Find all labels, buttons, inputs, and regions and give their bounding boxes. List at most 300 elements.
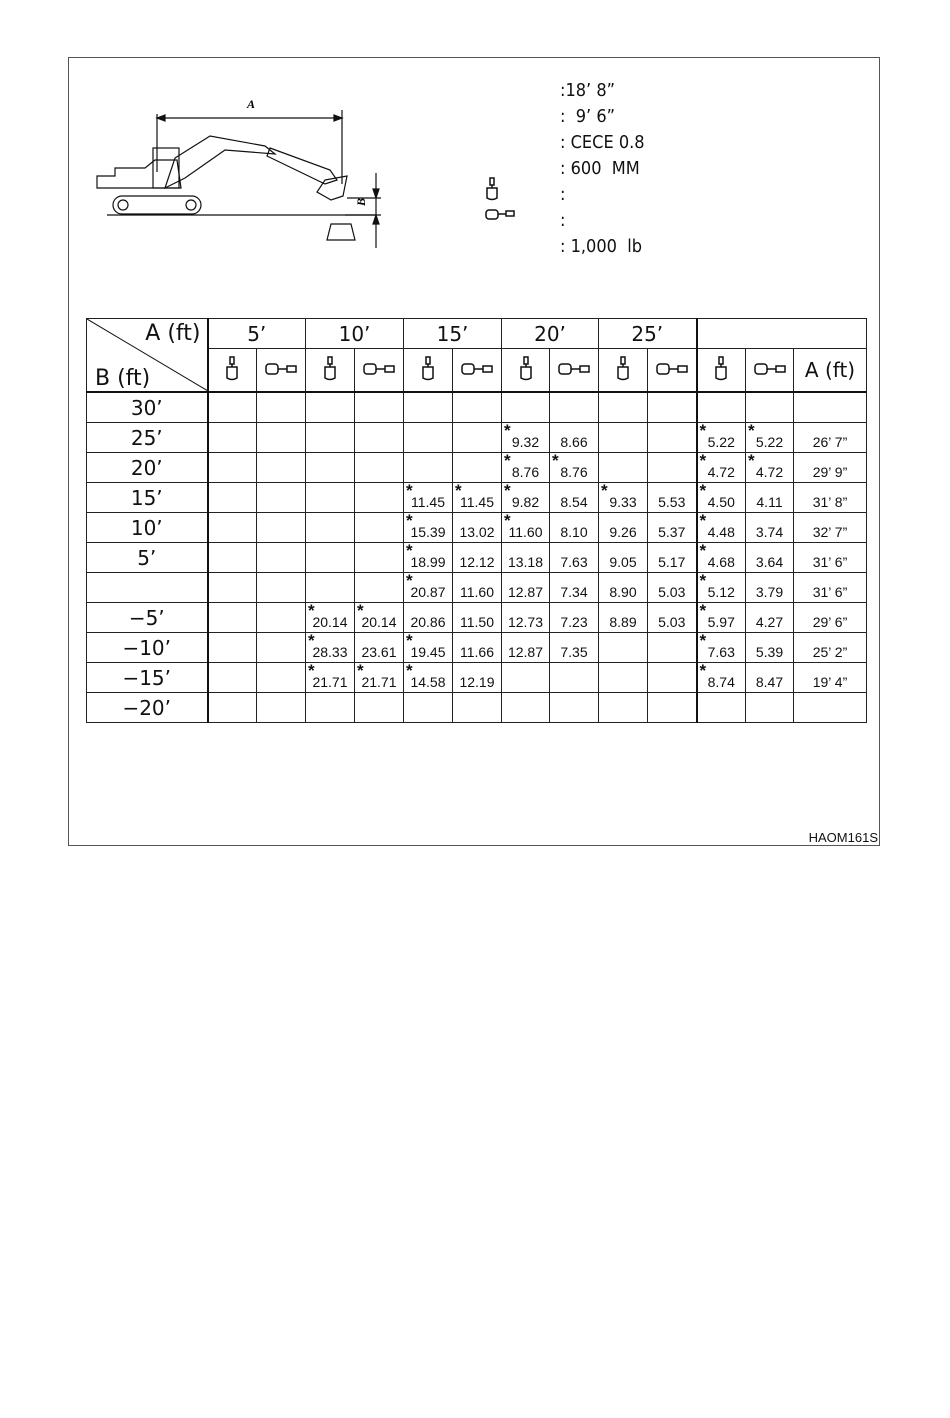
height-label: −20’ xyxy=(87,693,208,723)
capacity-cell xyxy=(355,543,404,573)
capacity-value: 7.63 xyxy=(707,643,735,660)
capacity-cell xyxy=(355,423,404,453)
capacity-cell xyxy=(208,663,257,693)
capacity-value: 5.03 xyxy=(658,613,686,630)
max-reach-cell xyxy=(794,543,867,573)
capacity-cell xyxy=(599,573,648,603)
overload-asterisk: * xyxy=(601,481,608,500)
capacity-value: 12.12 xyxy=(459,553,495,570)
capacity-cell xyxy=(746,603,794,633)
max-reach-cell xyxy=(794,423,867,453)
capacity-value: 29’ 9” xyxy=(812,463,848,480)
capacity-cell xyxy=(306,543,355,573)
max-reach-cell xyxy=(794,693,867,723)
capacity-value: 11.50 xyxy=(460,613,494,630)
capacity-value: 3.64 xyxy=(755,553,784,570)
capacity-cell xyxy=(306,633,355,663)
capacity-cell xyxy=(502,483,550,513)
overload-asterisk: * xyxy=(357,661,364,680)
reach-header: 15’ xyxy=(404,319,502,349)
capacity-cell xyxy=(208,603,257,633)
capacity-value: 5.39 xyxy=(755,643,784,660)
overload-asterisk: * xyxy=(406,571,413,590)
capacity-value: 8.10 xyxy=(560,523,588,540)
capacity-value: 9.05 xyxy=(609,553,637,570)
height-label xyxy=(87,573,208,603)
spec-line: : CECE 0.8 xyxy=(560,132,645,153)
overload-asterisk: * xyxy=(699,481,707,500)
capacity-cell xyxy=(306,453,355,483)
capacity-value: 14.58 xyxy=(410,673,446,690)
capacity-cell xyxy=(502,663,550,693)
capacity-cell xyxy=(208,513,257,543)
capacity-cell xyxy=(697,573,746,603)
capacity-cell xyxy=(697,423,746,453)
capacity-cell xyxy=(550,513,599,543)
capacity-value: 8.76 xyxy=(511,463,540,480)
capacity-cell xyxy=(306,423,355,453)
overload-asterisk: * xyxy=(699,631,707,650)
capacity-cell xyxy=(746,483,794,513)
spec-list xyxy=(560,78,645,260)
capacity-cell xyxy=(257,392,306,423)
capacity-value: 5.37 xyxy=(658,523,686,540)
overload-asterisk: * xyxy=(406,631,413,650)
overload-asterisk: * xyxy=(748,421,755,440)
capacity-value: 11.66 xyxy=(460,643,494,660)
capacity-cell xyxy=(502,423,550,453)
capacity-value: 9.33 xyxy=(609,493,637,510)
capacity-value: 9.82 xyxy=(511,493,540,510)
capacity-cell xyxy=(306,483,355,513)
capacity-cell xyxy=(648,423,697,453)
capacity-cell xyxy=(306,693,355,723)
capacity-cell xyxy=(502,573,550,603)
lift-capacity-table-wrap xyxy=(86,318,867,723)
capacity-cell xyxy=(648,392,697,423)
capacity-cell xyxy=(453,633,502,663)
capacity-cell xyxy=(550,483,599,513)
capacity-cell xyxy=(746,513,794,543)
capacity-cell xyxy=(746,453,794,483)
label-a: A xyxy=(247,97,256,111)
capacity-cell xyxy=(599,392,648,423)
capacity-cell xyxy=(355,513,404,543)
side-rating-icon xyxy=(355,349,404,393)
capacity-cell xyxy=(550,423,599,453)
capacity-cell xyxy=(697,663,746,693)
height-label: −15’ xyxy=(87,663,208,693)
capacity-value: 31’ 8” xyxy=(812,493,848,510)
max-reach-group-header xyxy=(697,319,867,349)
capacity-cell xyxy=(257,633,306,663)
capacity-cell xyxy=(404,392,453,423)
height-label: −5’ xyxy=(87,603,208,633)
capacity-cell xyxy=(550,392,599,423)
capacity-value: 13.18 xyxy=(507,553,544,570)
side-rating-icon xyxy=(746,349,794,393)
capacity-cell xyxy=(306,663,355,693)
capacity-cell xyxy=(404,573,453,603)
capacity-cell xyxy=(355,392,404,423)
capacity-value: 31’ 6” xyxy=(812,553,848,570)
reach-header: 20’ xyxy=(502,319,599,349)
capacity-value: 9.26 xyxy=(609,523,637,540)
table-row xyxy=(87,543,867,573)
height-label: −10’ xyxy=(87,633,208,663)
capacity-value: 19.45 xyxy=(410,643,446,660)
overload-asterisk: * xyxy=(699,451,707,470)
capacity-cell xyxy=(306,513,355,543)
max-reach-header: A (ft) xyxy=(794,349,867,393)
capacity-value: 4.27 xyxy=(755,613,784,630)
capacity-cell xyxy=(404,513,453,543)
capacity-cell xyxy=(257,693,306,723)
overload-asterisk: * xyxy=(406,511,413,530)
capacity-cell xyxy=(550,663,599,693)
front-rating-icon xyxy=(404,349,453,393)
label-b: B xyxy=(354,197,368,206)
capacity-cell xyxy=(746,543,794,573)
capacity-value: 8.89 xyxy=(609,613,637,630)
height-label: 25’ xyxy=(87,423,208,453)
capacity-cell xyxy=(697,603,746,633)
capacity-value: 20.86 xyxy=(410,613,446,630)
capacity-cell xyxy=(697,513,746,543)
capacity-value: 11.60 xyxy=(508,523,543,540)
capacity-cell xyxy=(697,392,746,423)
capacity-value: 20.14 xyxy=(312,613,348,630)
capacity-cell xyxy=(404,633,453,663)
capacity-value: 15.39 xyxy=(410,523,446,540)
capacity-cell xyxy=(355,573,404,603)
capacity-value: 20.87 xyxy=(410,583,446,600)
overload-asterisk: * xyxy=(455,481,462,500)
capacity-cell xyxy=(208,423,257,453)
capacity-cell xyxy=(599,483,648,513)
capacity-cell xyxy=(648,453,697,483)
capacity-cell xyxy=(355,483,404,513)
capacity-cell xyxy=(697,693,746,723)
capacity-cell xyxy=(550,633,599,663)
capacity-cell xyxy=(257,663,306,693)
legend-icons xyxy=(484,176,518,226)
capacity-cell xyxy=(502,693,550,723)
overload-asterisk: * xyxy=(699,661,707,680)
overload-asterisk: * xyxy=(308,631,315,650)
max-reach-cell xyxy=(794,453,867,483)
capacity-value: 9.32 xyxy=(511,433,540,450)
capacity-value: 32’ 7” xyxy=(812,523,848,540)
capacity-value: 7.34 xyxy=(560,583,588,600)
capacity-cell xyxy=(355,633,404,663)
capacity-cell xyxy=(648,483,697,513)
capacity-cell xyxy=(453,663,502,693)
height-label: 10’ xyxy=(87,513,208,543)
reach-header: 5’ xyxy=(208,319,306,349)
capacity-cell xyxy=(648,693,697,723)
front-rating-icon xyxy=(208,349,257,393)
height-label: 15’ xyxy=(87,483,208,513)
corner-a-label: A (ft) xyxy=(145,321,201,346)
table-row xyxy=(87,453,867,483)
front-rating-icon xyxy=(502,349,550,393)
capacity-cell xyxy=(208,392,257,423)
capacity-cell xyxy=(746,392,794,423)
capacity-value: 18.99 xyxy=(410,553,446,570)
capacity-cell xyxy=(208,453,257,483)
overload-asterisk: * xyxy=(406,661,413,680)
capacity-cell xyxy=(208,573,257,603)
capacity-value: 28.33 xyxy=(312,643,348,660)
capacity-value: 7.63 xyxy=(560,553,588,570)
capacity-value: 20.14 xyxy=(361,613,397,630)
max-reach-cell xyxy=(794,392,867,423)
capacity-cell xyxy=(648,663,697,693)
overload-asterisk: * xyxy=(406,541,413,560)
capacity-cell xyxy=(306,603,355,633)
capacity-value: 21.71 xyxy=(361,673,397,690)
max-reach-cell xyxy=(794,573,867,603)
capacity-value: 8.74 xyxy=(707,673,735,690)
capacity-value: 5.03 xyxy=(658,583,686,600)
capacity-value: 4.68 xyxy=(707,553,735,570)
capacity-cell xyxy=(208,633,257,663)
spec-line: : 1,000 lb xyxy=(560,236,643,257)
capacity-cell xyxy=(208,543,257,573)
capacity-cell xyxy=(355,693,404,723)
capacity-cell xyxy=(208,693,257,723)
capacity-cell xyxy=(404,693,453,723)
capacity-cell xyxy=(355,663,404,693)
capacity-value: 4.11 xyxy=(756,493,783,510)
capacity-value: 4.48 xyxy=(707,523,735,540)
capacity-cell xyxy=(453,573,502,603)
capacity-cell xyxy=(453,513,502,543)
table-row xyxy=(87,633,867,663)
capacity-cell xyxy=(746,663,794,693)
table-row xyxy=(87,423,867,453)
capacity-cell xyxy=(599,693,648,723)
capacity-cell xyxy=(502,543,550,573)
height-label: 30’ xyxy=(87,392,208,423)
capacity-value: 31’ 6” xyxy=(812,583,848,600)
front-rating-icon xyxy=(599,349,648,393)
capacity-value: 12.19 xyxy=(459,673,495,690)
height-label: 5’ xyxy=(87,543,208,573)
capacity-cell xyxy=(550,573,599,603)
capacity-cell xyxy=(697,633,746,663)
capacity-value: 4.72 xyxy=(755,463,784,480)
capacity-value: 5.97 xyxy=(707,613,735,630)
capacity-cell xyxy=(453,603,502,633)
max-reach-cell xyxy=(794,633,867,663)
capacity-cell xyxy=(502,392,550,423)
table-row xyxy=(87,603,867,633)
capacity-cell xyxy=(453,693,502,723)
table-row xyxy=(87,483,867,513)
capacity-cell xyxy=(502,513,550,543)
capacity-cell xyxy=(550,543,599,573)
capacity-cell xyxy=(746,633,794,663)
reach-header: 25’ xyxy=(599,319,697,349)
overload-asterisk: * xyxy=(406,481,413,500)
capacity-value: 8.76 xyxy=(560,463,588,480)
table-row xyxy=(87,663,867,693)
max-reach-cell xyxy=(794,603,867,633)
capacity-value: 5.17 xyxy=(658,553,686,570)
table-row xyxy=(87,513,867,543)
max-reach-cell xyxy=(794,513,867,543)
spec-line: : 600 MM xyxy=(560,158,640,179)
capacity-cell xyxy=(648,513,697,543)
lift-capacity-table xyxy=(86,318,867,723)
capacity-cell xyxy=(404,483,453,513)
excavator-diagram xyxy=(85,88,385,258)
max-reach-cell xyxy=(794,663,867,693)
capacity-cell xyxy=(697,483,746,513)
capacity-cell xyxy=(257,513,306,543)
overload-asterisk: * xyxy=(308,601,315,620)
capacity-value: 25’ 2” xyxy=(812,643,848,660)
capacity-cell xyxy=(746,423,794,453)
capacity-cell xyxy=(697,453,746,483)
capacity-value: 23.61 xyxy=(361,643,397,660)
table-row xyxy=(87,392,867,423)
capacity-cell xyxy=(599,543,648,573)
capacity-value: 4.50 xyxy=(707,493,735,510)
capacity-cell xyxy=(404,543,453,573)
capacity-value: 5.12 xyxy=(707,583,735,600)
capacity-value: 11.45 xyxy=(460,493,494,510)
capacity-cell xyxy=(306,573,355,603)
capacity-cell xyxy=(746,693,794,723)
overload-asterisk: * xyxy=(699,541,707,560)
spec-line: : xyxy=(560,210,566,231)
capacity-cell xyxy=(648,543,697,573)
capacity-cell xyxy=(453,543,502,573)
side-rating-icon xyxy=(648,349,697,393)
reach-header: 10’ xyxy=(306,319,404,349)
capacity-cell xyxy=(550,453,599,483)
overload-asterisk: * xyxy=(504,451,511,470)
capacity-cell xyxy=(355,603,404,633)
capacity-cell xyxy=(599,453,648,483)
side-rating-icon xyxy=(453,349,502,393)
overload-asterisk: * xyxy=(504,481,511,500)
capacity-cell xyxy=(599,633,648,663)
overload-asterisk: * xyxy=(552,451,559,470)
capacity-cell xyxy=(404,663,453,693)
overload-asterisk: * xyxy=(699,421,707,440)
max-reach-cell xyxy=(794,483,867,513)
capacity-cell xyxy=(746,573,794,603)
capacity-cell xyxy=(404,603,453,633)
capacity-cell xyxy=(648,603,697,633)
capacity-cell xyxy=(697,543,746,573)
figure-code: HAOM161S xyxy=(808,830,878,845)
capacity-cell xyxy=(257,573,306,603)
capacity-value: 5.53 xyxy=(658,493,686,510)
capacity-cell xyxy=(257,423,306,453)
capacity-value: 4.72 xyxy=(707,463,735,480)
corner-header xyxy=(87,319,208,393)
front-rating-icon xyxy=(697,349,746,393)
capacity-cell xyxy=(502,603,550,633)
capacity-value: 11.60 xyxy=(460,583,494,600)
capacity-cell xyxy=(306,392,355,423)
corner-b-label: B (ft) xyxy=(95,366,151,391)
capacity-cell xyxy=(453,392,502,423)
side-rating-icon xyxy=(550,349,599,393)
capacity-cell xyxy=(599,603,648,633)
capacity-cell xyxy=(648,633,697,663)
spec-line: :18’ 8” xyxy=(560,80,616,101)
capacity-value: 12.73 xyxy=(507,613,544,630)
capacity-value: 29’ 6” xyxy=(812,613,848,630)
overload-asterisk: * xyxy=(699,511,707,530)
capacity-cell xyxy=(257,483,306,513)
capacity-value: 5.22 xyxy=(755,433,784,450)
height-label: 20’ xyxy=(87,453,208,483)
side-rating-icon xyxy=(257,349,306,393)
front-rating-icon xyxy=(306,349,355,393)
capacity-cell xyxy=(502,633,550,663)
capacity-value: 8.66 xyxy=(560,433,588,450)
capacity-value: 8.47 xyxy=(755,673,784,690)
capacity-value: 19’ 4” xyxy=(812,673,848,690)
capacity-value: 7.35 xyxy=(560,643,588,660)
capacity-value: 13.02 xyxy=(459,523,495,540)
capacity-cell xyxy=(599,423,648,453)
capacity-cell xyxy=(502,453,550,483)
capacity-value: 3.74 xyxy=(755,523,784,540)
capacity-value: 26’ 7” xyxy=(812,433,848,450)
capacity-cell xyxy=(550,693,599,723)
overload-asterisk: * xyxy=(357,601,364,620)
capacity-value: 7.23 xyxy=(560,613,588,630)
capacity-value: 8.90 xyxy=(609,583,637,600)
overload-asterisk: * xyxy=(699,571,707,590)
overload-asterisk: * xyxy=(699,601,707,620)
overload-asterisk: * xyxy=(748,451,755,470)
overload-asterisk: * xyxy=(504,421,511,440)
capacity-cell xyxy=(208,483,257,513)
capacity-value: 12.87 xyxy=(507,583,544,600)
table-row xyxy=(87,693,867,723)
capacity-value: 21.71 xyxy=(312,673,348,690)
overload-asterisk: * xyxy=(308,661,315,680)
table-row xyxy=(87,573,867,603)
capacity-cell xyxy=(257,603,306,633)
capacity-value: 11.45 xyxy=(411,493,445,510)
capacity-value: 5.22 xyxy=(707,433,735,450)
capacity-cell xyxy=(453,483,502,513)
capacity-value: 3.79 xyxy=(755,583,784,600)
capacity-cell xyxy=(648,573,697,603)
capacity-cell xyxy=(404,453,453,483)
spec-line: : xyxy=(560,184,566,205)
capacity-value: 8.54 xyxy=(560,493,588,510)
capacity-cell xyxy=(257,543,306,573)
capacity-cell xyxy=(257,453,306,483)
capacity-cell xyxy=(453,453,502,483)
capacity-cell xyxy=(355,453,404,483)
capacity-value: 12.87 xyxy=(507,643,544,660)
capacity-cell xyxy=(404,423,453,453)
spec-line: : 9’ 6” xyxy=(560,106,616,127)
capacity-cell xyxy=(453,423,502,453)
